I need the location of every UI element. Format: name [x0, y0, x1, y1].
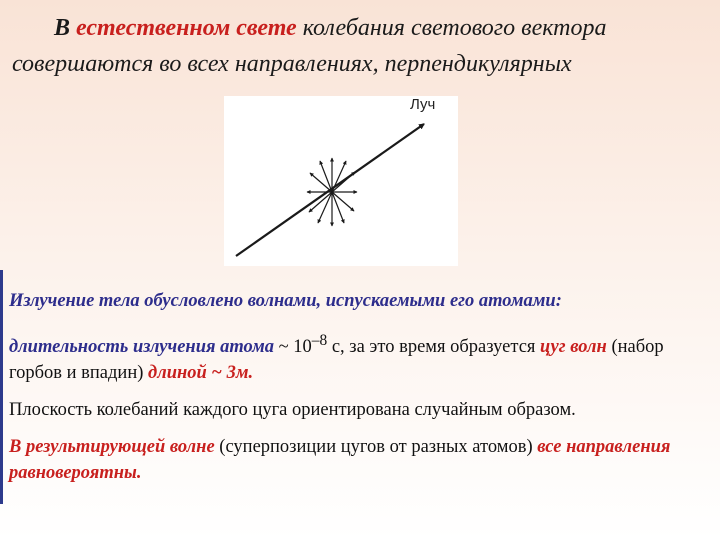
ray-diagram — [224, 96, 458, 266]
orientation-paragraph: Плоскость колебаний каждого цуга ориентирована случайным образом. — [9, 400, 576, 421]
duration-value: ~ 10 — [274, 337, 312, 358]
result-conclusion: все направления равновероятны. — [9, 437, 671, 484]
result-text: (суперпозиции цугов от разных атомов) — [214, 437, 538, 458]
duration-text: с, за это время образуется — [327, 337, 541, 358]
ray-label: Луч — [410, 96, 436, 113]
intro-part-3: колебания светового вектора совершаются во всех направлениях, перпендикулярных — [12, 15, 607, 77]
result-term: В результирующей волне — [9, 437, 215, 458]
wave-train-text: (набор горбов и впадин) — [9, 337, 664, 384]
intro-part-1: В — [54, 15, 71, 41]
result-paragraph — [9, 434, 714, 486]
duration-term: длительность излучения атома — [9, 337, 275, 358]
emission-paragraph: Излучение тела обусловлено волнами, испускаемыми его атомами: — [9, 291, 562, 311]
intro-highlight: естественном свете — [76, 15, 297, 41]
info-panel — [0, 270, 720, 504]
polarization-vectors — [307, 158, 357, 226]
duration-paragraph — [9, 328, 714, 386]
duration-exponent: –8 — [311, 332, 328, 349]
ray-figure — [224, 96, 458, 266]
intro-text — [12, 10, 702, 82]
wave-train-term: цуг волн — [540, 337, 607, 358]
wave-length-term: длиной ~ 3м. — [148, 363, 254, 384]
